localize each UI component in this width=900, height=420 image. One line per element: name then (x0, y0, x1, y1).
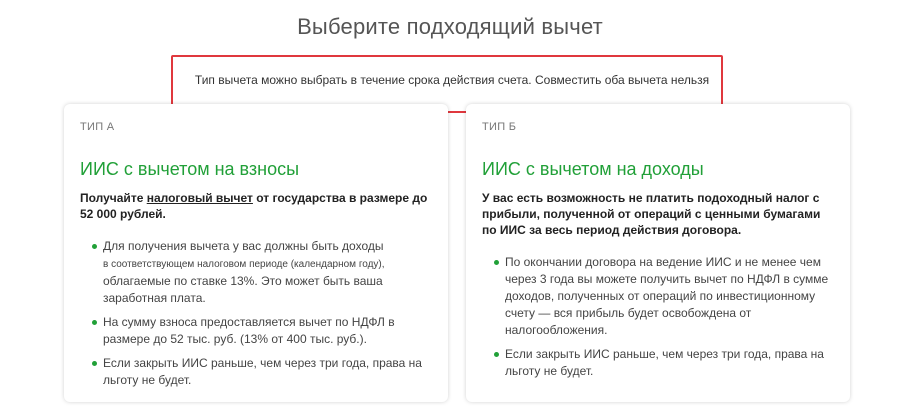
green-dot-icon (92, 361, 97, 366)
card-type-label: ТИП Б (482, 121, 517, 133)
list-item (92, 355, 432, 389)
green-dot-icon (92, 320, 97, 325)
green-dot-icon (494, 352, 499, 357)
card-lead: У вас есть возможность не платить подоходный налог с прибыли, полученной от операций с ценными бумагами по ИИС за весь период действия договора. (482, 191, 821, 237)
card-bullet-list (494, 254, 834, 387)
bullet-text: На сумму взноса предоставляется вычет по НДФЛ в размере до 52 тыс. руб. (13% от 400 тыс. руб.). (103, 315, 395, 346)
card-title: ИИС с вычетом на взносы (80, 159, 300, 179)
list-item (92, 238, 432, 307)
card-bullet-list (92, 238, 432, 396)
bullet-text: По окончании договора на ведение ИИС и не менее чем через 3 года вы можете получить вычет по НДФЛ в сумме доходов, полученных от операций по инвестиционному счету — вся прибыль будет освобождена от налогообложения. (505, 255, 829, 337)
list-item (494, 346, 834, 380)
bullet-text: Если закрыть ИИС раньше, чем через три года, права на льготу не будет. (505, 347, 824, 378)
list-item (92, 314, 432, 348)
green-dot-icon (494, 260, 499, 265)
bullet-text-line: облагаемые по ставке 13%. Это может быть ваша заработная плата. (103, 274, 383, 305)
notice-text: Тип вычета можно выбрать в течение срока действия счета. Совместить оба вычета нельзя (194, 73, 710, 87)
deduction-card-type-b[interactable] (466, 104, 850, 402)
page-title: Выберите подходящий вычет (297, 14, 603, 39)
bullet-text-line: Для получения вычета у вас должны быть доходы (103, 239, 384, 253)
bullet-text-small: в соответствующем налоговом периоде (календарном году), (103, 259, 385, 270)
card-type-label: ТИП А (80, 121, 115, 133)
list-item (494, 254, 834, 339)
card-title: ИИС с вычетом на доходы (482, 159, 704, 179)
tax-deduction-link[interactable]: налоговый вычет (146, 191, 253, 205)
card-lead (80, 190, 430, 222)
green-dot-icon (92, 244, 97, 249)
card-lead-prefix: Получайте (80, 191, 147, 205)
card-lead-suffix: от государства в размере до 52 000 рублей. (80, 191, 428, 221)
deduction-card-type-a[interactable] (64, 104, 448, 402)
bullet-text: Если закрыть ИИС раньше, чем через три года, права на льготу не будет. (103, 356, 422, 387)
